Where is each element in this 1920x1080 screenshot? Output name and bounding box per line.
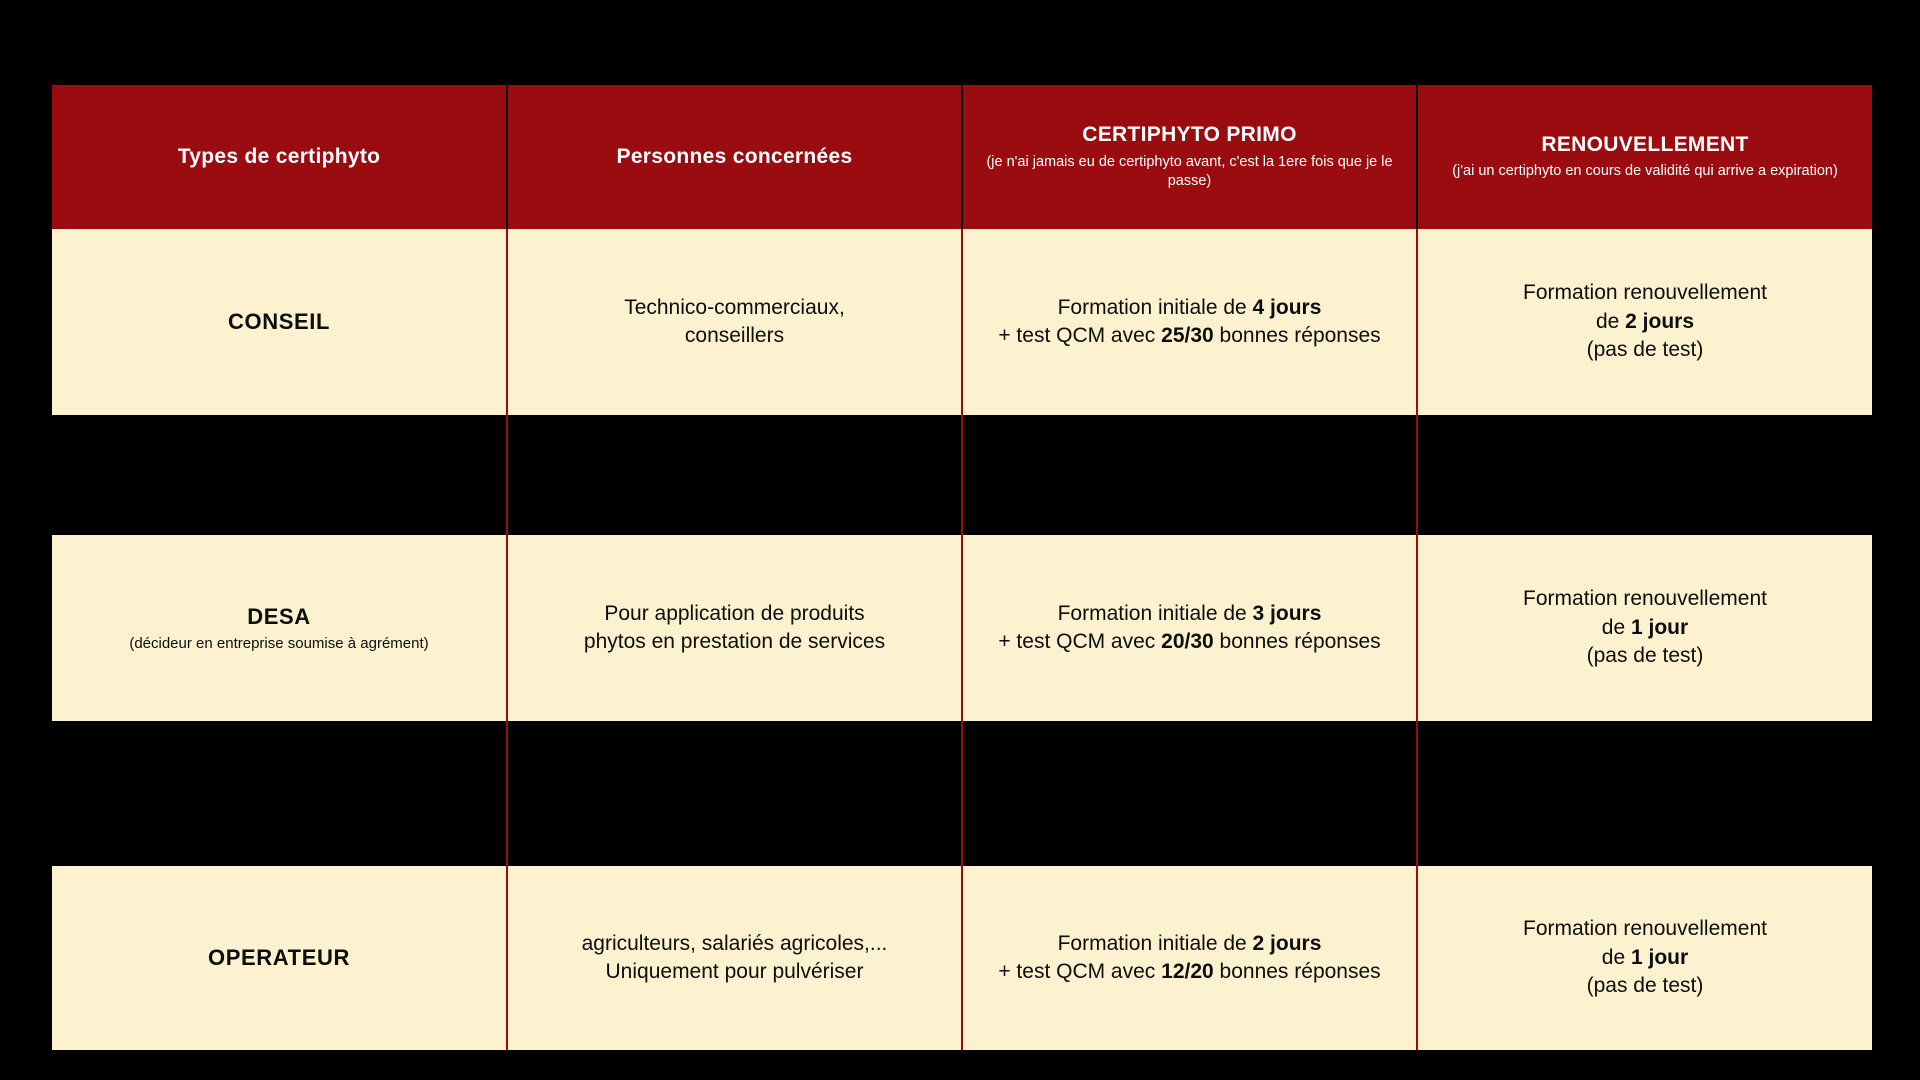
row-category-desa — [52, 535, 507, 721]
certiphyto-table — [52, 85, 1872, 1050]
renewal-duration: 1 jour — [1631, 945, 1689, 969]
header-title: Types de certiphyto — [177, 144, 381, 168]
renewal-prefix: de — [1595, 309, 1626, 333]
row-category-operateur — [52, 866, 507, 1050]
header-title: CERTIPHYTO PRIMO — [1082, 123, 1297, 147]
primo-test-suffix: bonnes réponses — [1213, 630, 1381, 653]
spacer-cell — [52, 415, 507, 535]
row-people-operateur — [507, 866, 962, 1050]
people-line-1: agriculteurs, salariés agricoles,... — [581, 931, 888, 955]
header-cell-people — [507, 85, 962, 229]
primo-prefix: Formation initiale de — [1057, 931, 1253, 955]
primo-score: 12/20 — [1161, 960, 1214, 983]
renewal-prefix: de — [1601, 615, 1631, 639]
renewal-line-1: Formation renouvellement — [1523, 281, 1767, 305]
primo-duration: 4 jours — [1252, 295, 1322, 319]
category-note: (décideur en entreprise soumise à agrément) — [129, 635, 429, 653]
renewal-note: (pas de test) — [1586, 338, 1704, 362]
row-people-conseil — [507, 229, 962, 415]
primo-score: 25/30 — [1161, 324, 1214, 347]
category-label: OPERATEUR — [208, 945, 350, 971]
spacer-cell — [507, 415, 962, 535]
spacer-cell — [962, 721, 1417, 866]
renewal-duration: 2 jours — [1625, 309, 1695, 333]
row-spacer — [52, 415, 1872, 535]
table-row — [52, 866, 1872, 1050]
renewal-line-1: Formation renouvellement — [1523, 917, 1767, 941]
header-subtitle: (je n'ai jamais eu de certiphyto avant, c'est la 1ere fois que je le passe) — [986, 153, 1393, 190]
header-title: RENOUVELLEMENT — [1541, 133, 1749, 157]
spacer-cell — [52, 721, 507, 866]
spacer-cell — [962, 415, 1417, 535]
header-title: Personnes concernées — [616, 144, 853, 168]
row-renewal-conseil — [1417, 229, 1872, 415]
renewal-prefix: de — [1601, 945, 1631, 969]
primo-test-prefix: + test QCM avec — [998, 960, 1162, 983]
primo-test-suffix: bonnes réponses — [1213, 960, 1381, 983]
primo-prefix: Formation initiale de — [1057, 601, 1253, 625]
people-line-2: phytos en prestation de services — [583, 630, 886, 653]
table-row — [52, 535, 1872, 721]
category-label: DESA — [247, 603, 311, 629]
renewal-line-1: Formation renouvellement — [1523, 587, 1767, 611]
table-header-row — [52, 85, 1872, 229]
primo-duration: 3 jours — [1252, 601, 1322, 625]
spacer-cell — [507, 721, 962, 866]
primo-duration: 2 jours — [1252, 931, 1322, 955]
certiphyto-table-container — [52, 85, 1872, 1050]
category-label: CONSEIL — [228, 309, 330, 335]
header-cell-primo — [962, 85, 1417, 229]
people-line-1: Technico-commerciaux, — [624, 295, 845, 319]
row-people-desa — [507, 535, 962, 721]
people-line-2: Uniquement pour pulvériser — [605, 960, 864, 983]
people-line-2: conseillers — [684, 324, 785, 347]
row-primo-desa — [962, 535, 1417, 721]
header-subtitle: (j'ai un certiphyto en cours de validité qui arrive a expiration) — [1452, 163, 1838, 180]
primo-score: 20/30 — [1161, 630, 1214, 653]
primo-test-prefix: + test QCM avec — [998, 630, 1162, 653]
primo-test-prefix: + test QCM avec — [998, 324, 1162, 347]
renewal-note: (pas de test) — [1586, 974, 1704, 998]
row-renewal-operateur — [1417, 866, 1872, 1050]
header-cell-types — [52, 85, 507, 229]
people-line-1: Pour application de produits — [604, 601, 865, 625]
row-renewal-desa — [1417, 535, 1872, 721]
primo-test-suffix: bonnes réponses — [1213, 324, 1381, 347]
renewal-duration: 1 jour — [1631, 615, 1689, 639]
row-primo-operateur — [962, 866, 1417, 1050]
primo-prefix: Formation initiale de — [1057, 295, 1253, 319]
row-spacer — [52, 721, 1872, 866]
row-primo-conseil — [962, 229, 1417, 415]
table-row — [52, 229, 1872, 415]
spacer-cell — [1417, 415, 1872, 535]
header-cell-renewal — [1417, 85, 1872, 229]
spacer-cell — [1417, 721, 1872, 866]
row-category-conseil — [52, 229, 507, 415]
renewal-note: (pas de test) — [1586, 644, 1704, 668]
